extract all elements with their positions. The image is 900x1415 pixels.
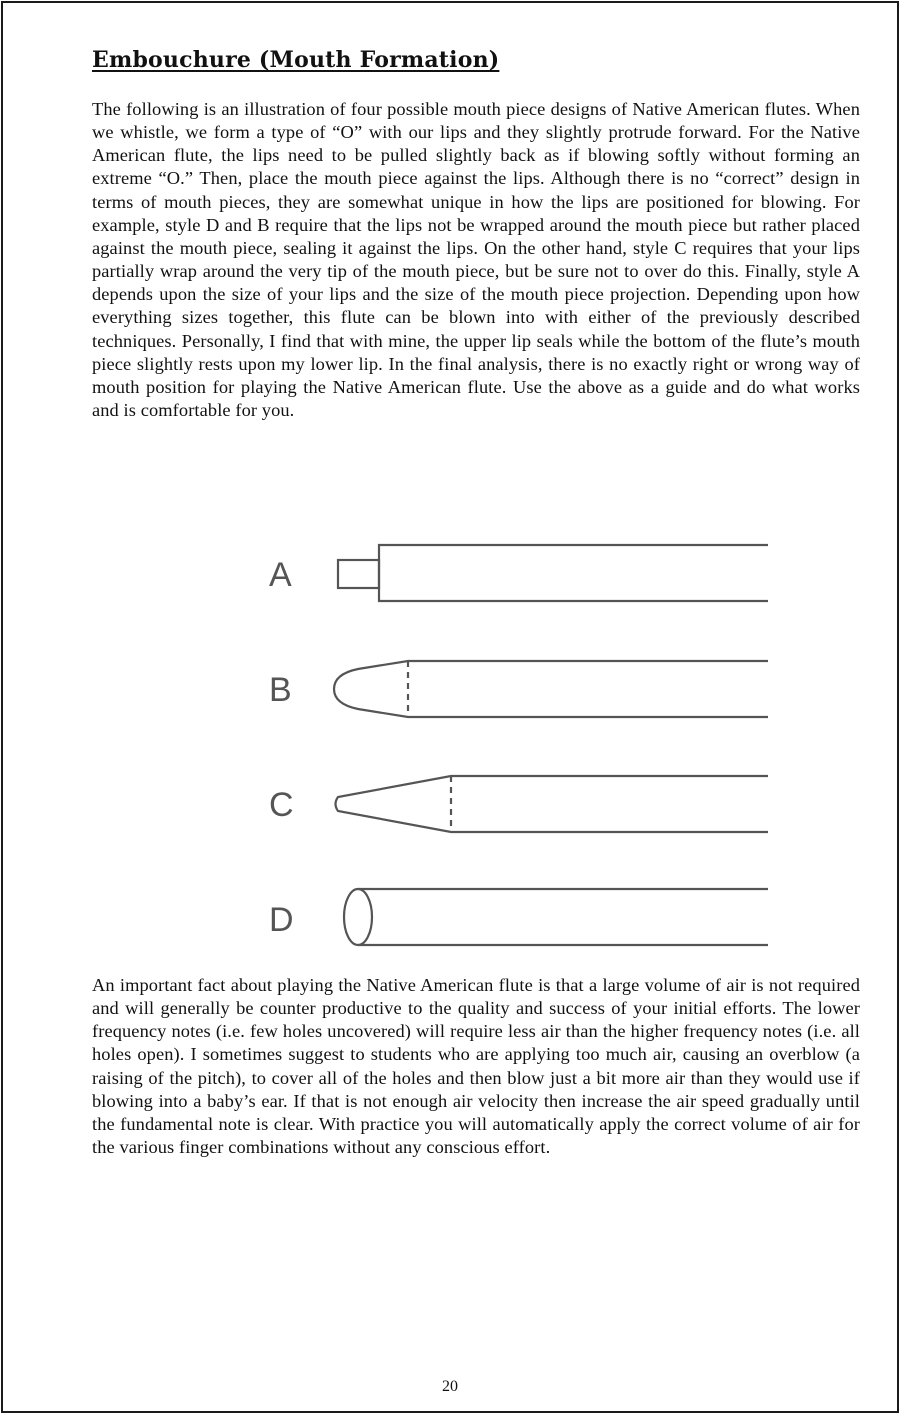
label-c: C (269, 786, 294, 824)
flute-style-b (334, 661, 768, 717)
page-heading: Embouchure (Mouth Formation) (92, 47, 500, 73)
label-b: B (269, 671, 292, 709)
flute-style-a (338, 545, 768, 601)
mouthpiece-diagram-svg (258, 533, 778, 958)
flute-style-d (344, 889, 768, 945)
air-volume-paragraph: An important fact about playing the Native American flute is that a large volume of air is not required and will generally be counter productive to the quality and success of your initial efforts. The lower frequency notes (i.e. few holes uncovered) will require less air than the higher frequency notes (i.e. all holes open). I sometimes suggest to students who are applying too much air, causing an overblow (a raising of the pitch), to cover all of the holes and then blow just a bit more air than they would use if blowing into a baby’s ear. If that is not enough air velocity then increase the air speed gradually until the fundamental note is clear. With practice you will automatically apply the correct volume of air for the various finger combinations without any conscious effort. (92, 975, 860, 1158)
book-page (1, 1, 899, 1413)
label-a: A (269, 556, 292, 594)
page-number: 20 (442, 1378, 458, 1395)
flute-style-c (336, 776, 769, 832)
intro-paragraph: The following is an illustration of four possible mouth piece designs of Native American flutes. When we whistle, we form a type of “O” with our lips and they slightly protrude forward. For the Native American flute, the lips need to be pulled slightly back as if blowing softly without forming an extreme “O.” Then, place the mouth piece against the lips. Although there is no “correct” design in terms of mouth pieces, they are somewhat unique in how the lips are positioned for blowing. For example, style D and B require that the lips not be wrapped around the mouth piece but rather placed against the mouth piece, sealing it against the lips. On the other hand, style C requires that your lips partially wrap around the very tip of the mouth piece, but be sure not to over do this. Finally, style A depends upon the size of your lips and the size of the mouth piece projection. Depending upon how everything sizes together, this flute can be blown into with either of the previously described techniques. Personally, I find that with mine, the upper lip seals while the bottom of the flute’s mouth piece slightly rests upon my lower lip. In the final analysis, there is no exactly right or wrong way of mouth position for playing the Native American flute. Use the above as a guide and do what works and is comfortable for you. (92, 99, 860, 421)
label-d: D (269, 901, 294, 939)
mouthpiece-diagram (258, 533, 778, 958)
